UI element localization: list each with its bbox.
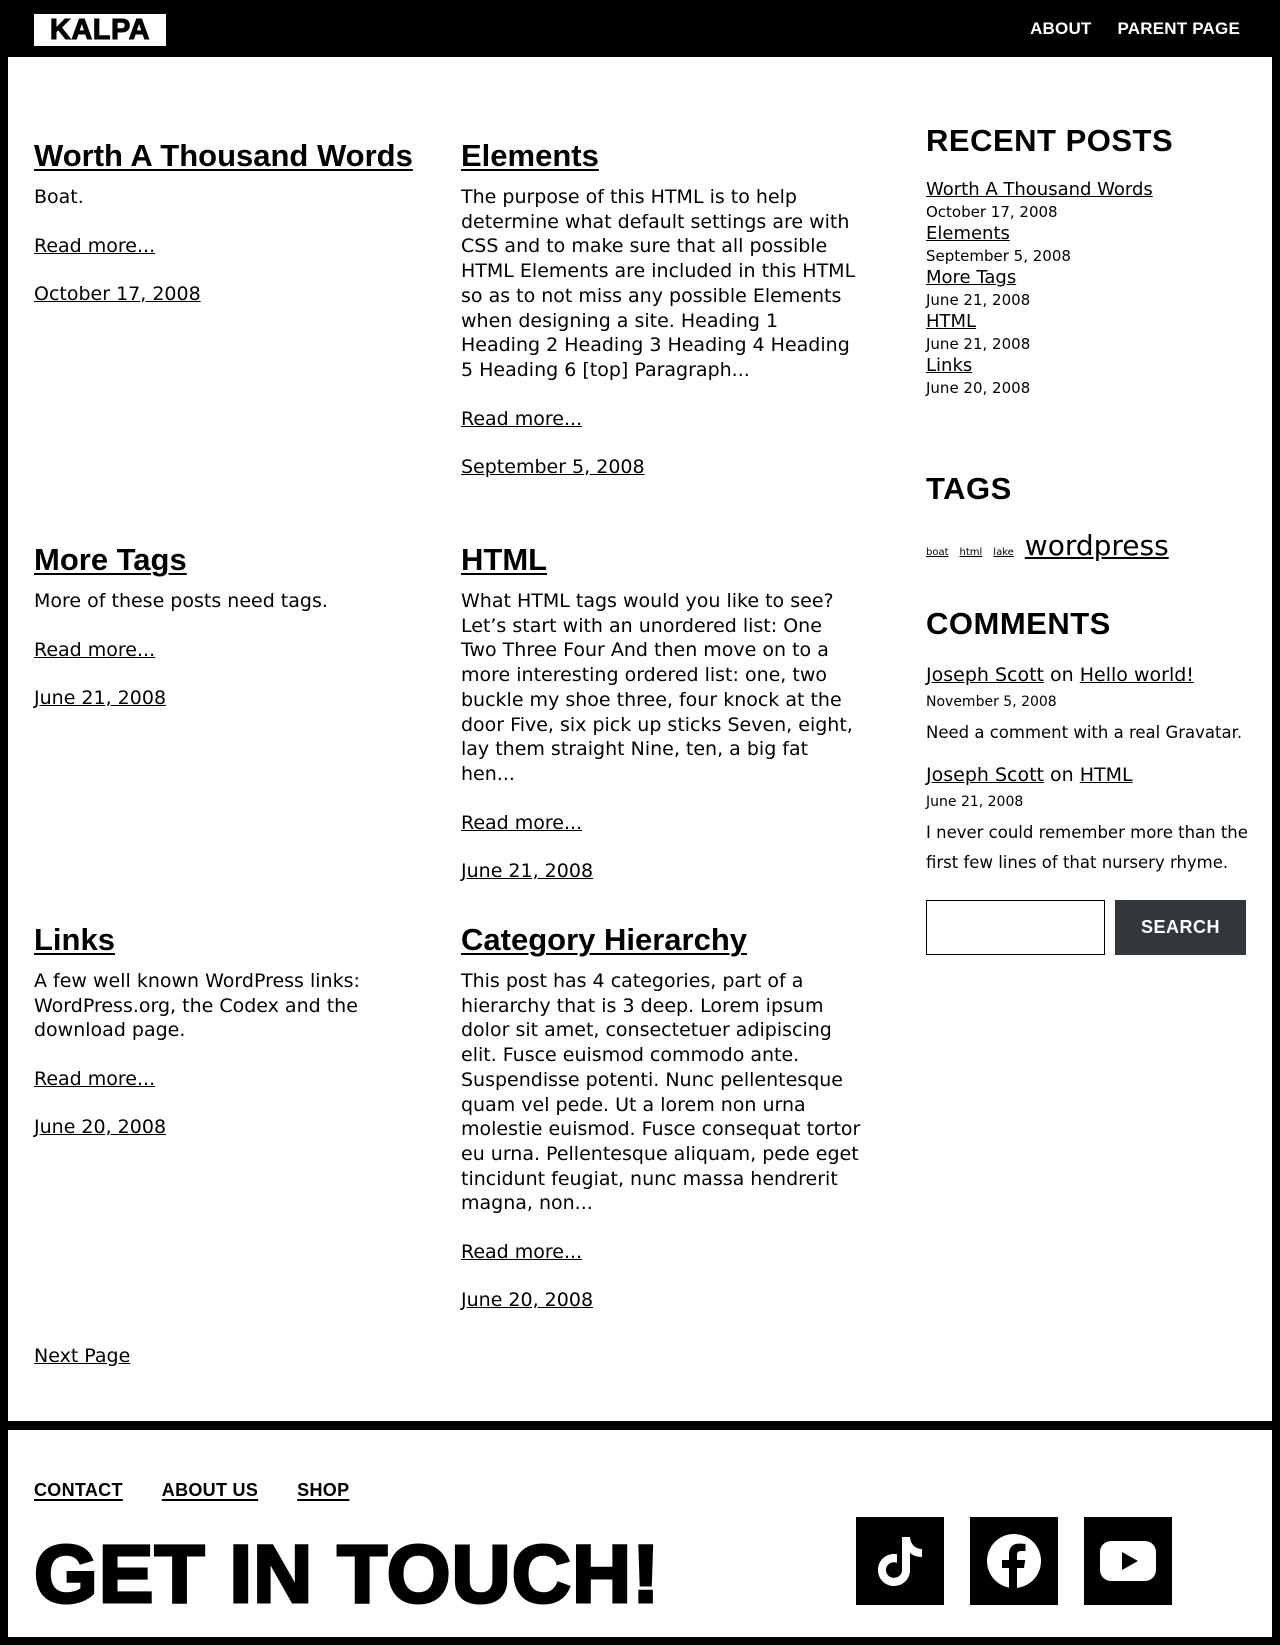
post-date-link[interactable]: September 5, 2008 bbox=[461, 455, 645, 478]
recent-post-date: September 5, 2008 bbox=[926, 247, 1071, 265]
tiktok-icon[interactable] bbox=[856, 1517, 944, 1605]
read-more-link[interactable]: Read more... bbox=[461, 1241, 583, 1264]
read-more-link[interactable]: Read more... bbox=[461, 407, 583, 430]
sidebar bbox=[926, 123, 1256, 955]
recent-post-link[interactable]: Links bbox=[926, 355, 973, 376]
post-card bbox=[34, 921, 434, 1139]
recent-post-item bbox=[926, 267, 1256, 311]
comment-text: I never could remember more than the first few lines of that nursery rhyme. bbox=[926, 823, 1248, 872]
read-more-link[interactable]: Read more... bbox=[34, 638, 156, 661]
recent-post-link[interactable]: Elements bbox=[926, 223, 1010, 244]
recent-post-item bbox=[926, 355, 1256, 399]
comment-text: Need a comment with a real Gravatar. bbox=[926, 723, 1243, 742]
read-more-link[interactable]: Read more... bbox=[34, 234, 156, 257]
social-links bbox=[856, 1517, 1172, 1605]
recent-post-date: June 20, 2008 bbox=[926, 379, 1031, 397]
recent-post-item bbox=[926, 223, 1256, 267]
tag-link[interactable]: wordpress bbox=[1024, 529, 1169, 562]
top-nav bbox=[1030, 19, 1240, 39]
read-more-link[interactable]: Read more... bbox=[34, 1068, 156, 1091]
post-card bbox=[34, 541, 434, 710]
recent-post-date: October 17, 2008 bbox=[926, 203, 1058, 221]
tag-link[interactable]: html bbox=[959, 547, 983, 558]
post-excerpt: More of these posts need tags. bbox=[34, 590, 328, 612]
nav-parent-page[interactable]: PARENT PAGE bbox=[1117, 19, 1240, 38]
footer-link-contact[interactable]: CONTACT bbox=[34, 1480, 123, 1500]
post-card bbox=[461, 921, 861, 1312]
comment-post-link[interactable]: Hello world! bbox=[1079, 664, 1194, 686]
recent-post-link[interactable]: HTML bbox=[926, 311, 977, 332]
comment-author-link[interactable]: Joseph Scott bbox=[926, 764, 1044, 786]
post-date-link[interactable]: October 17, 2008 bbox=[34, 282, 201, 305]
post-title[interactable]: Category Hierarchy bbox=[461, 922, 748, 957]
search-button[interactable]: SEARCH bbox=[1115, 900, 1246, 955]
tag-cloud bbox=[926, 529, 1256, 562]
comment-item bbox=[926, 762, 1256, 878]
facebook-icon[interactable] bbox=[970, 1517, 1058, 1605]
search-input[interactable] bbox=[926, 900, 1105, 955]
post-title[interactable]: HTML bbox=[461, 542, 548, 577]
next-page-link[interactable]: Next Page bbox=[34, 1345, 131, 1367]
comment-post-link[interactable]: HTML bbox=[1079, 764, 1133, 786]
comment-header bbox=[926, 662, 1256, 688]
footer-link-shop[interactable]: SHOP bbox=[297, 1480, 350, 1500]
post-date-link[interactable]: June 21, 2008 bbox=[34, 686, 167, 709]
nav-about[interactable]: ABOUT bbox=[1030, 19, 1092, 38]
post-excerpt: Boat. bbox=[34, 186, 84, 208]
get-in-touch-heading: GET IN TOUCH! bbox=[34, 1529, 661, 1620]
post-excerpt: A few well known WordPress links: WordPress.org, the Codex and the download page. bbox=[34, 970, 360, 1042]
post-title[interactable]: Links bbox=[34, 922, 115, 957]
post-date-link[interactable]: June 21, 2008 bbox=[461, 859, 594, 882]
search-form bbox=[926, 900, 1256, 955]
post-excerpt: The purpose of this HTML is to help determine what default settings are with CSS and to make sure that all possible HTML Elements are included in this HTML so as to not miss any possible Elements when designing a site. Heading 1 Heading 2 Heading 3 Heading 4 Heading 5 Heading 6 [top] Paragraph... bbox=[461, 186, 856, 381]
recent-posts-heading: RECENT POSTS bbox=[926, 123, 1174, 158]
post-card bbox=[461, 541, 861, 883]
tag-link[interactable]: lake bbox=[993, 547, 1014, 558]
post-date-link[interactable]: June 20, 2008 bbox=[461, 1289, 594, 1312]
site-logo[interactable]: KALPA bbox=[34, 14, 166, 46]
site-header bbox=[0, 0, 1280, 57]
comment-date: June 21, 2008 bbox=[926, 794, 1024, 810]
post-card bbox=[461, 137, 861, 479]
post-excerpt: What HTML tags would you like to see? Let’s start with an unordered list: One Two Three Four And then move on to a more interesting ordered list: one, two buckle my shoe three, four knock at the door Five, six pick up sticks Seven, eight, lay them straight Nine, ten, a big fat hen... bbox=[461, 590, 853, 785]
recent-post-date: June 21, 2008 bbox=[926, 291, 1031, 309]
comment-author-link[interactable]: Joseph Scott bbox=[926, 664, 1044, 686]
read-more-link[interactable]: Read more... bbox=[461, 811, 583, 834]
main-content bbox=[8, 57, 1272, 1421]
post-card bbox=[34, 137, 434, 306]
tags-heading: TAGS bbox=[926, 471, 1012, 506]
site-footer bbox=[8, 1430, 1272, 1637]
recent-post-item bbox=[926, 311, 1256, 355]
recent-post-item bbox=[926, 179, 1256, 223]
comment-on-text: on bbox=[1050, 764, 1074, 786]
comment-item bbox=[926, 662, 1256, 748]
post-title[interactable]: More Tags bbox=[34, 542, 187, 577]
recent-post-link[interactable]: More Tags bbox=[926, 267, 1017, 288]
youtube-icon[interactable] bbox=[1084, 1517, 1172, 1605]
footer-link-about-us[interactable]: ABOUT US bbox=[161, 1480, 259, 1500]
comments-heading: COMMENTS bbox=[926, 606, 1111, 641]
post-title[interactable]: Worth A Thousand Words bbox=[34, 138, 413, 173]
comment-on-text: on bbox=[1050, 664, 1074, 686]
post-title[interactable]: Elements bbox=[461, 138, 599, 173]
post-excerpt: This post has 4 categories, part of a hierarchy that is 3 deep. Lorem ipsum dolor sit amet, consectetuer adipiscing elit. Fusce euismod commodo ante. Suspendisse potenti. Nunc pellentesque quam vel pede. Ut a lorem non urna molestie euismod. Fusce consequat tortor eu urna. Pellentesque aliquam, pede eget tincidunt feugiat, nunc massa hendrerit magna, non... bbox=[461, 970, 861, 1215]
recent-post-date: June 21, 2008 bbox=[926, 335, 1031, 353]
comment-header bbox=[926, 762, 1256, 788]
comment-date: November 5, 2008 bbox=[926, 694, 1057, 710]
recent-post-link[interactable]: Worth A Thousand Words bbox=[926, 179, 1153, 200]
recent-posts-list bbox=[926, 179, 1256, 399]
tag-link[interactable]: boat bbox=[926, 547, 949, 558]
footer-nav bbox=[34, 1480, 349, 1501]
post-date-link[interactable]: June 20, 2008 bbox=[34, 1116, 167, 1139]
